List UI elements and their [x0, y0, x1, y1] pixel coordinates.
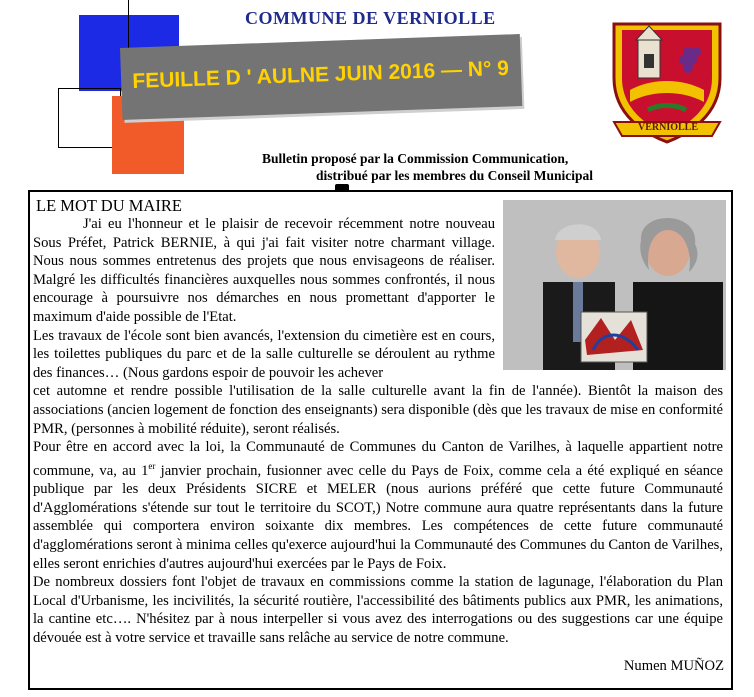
article-body: [33, 215, 723, 648]
frame-dot-decor: [335, 184, 349, 192]
signature: Numen MUÑOZ: [623, 658, 724, 674]
paragraph-1: J'ai eu l'honneur et le plaisir de recevoir récemment notre nouveau Sous Préfet, Patrick BERNIE, à qui j'ai fait visiter notre charmant village. Nous nous sommes entretenus des projets que nous envisageons de réaliser. Malgré les difficultés financières auxquelles nous sommes confrontés, il nous encourage à poursuivre nos démarches en nous promettant d'apporter le maximum d'aide possible de l'Etat.: [33, 216, 495, 325]
bulletin-credit: [262, 150, 593, 184]
paragraph-3-start: Pour être en accord avec la loi, la Communauté de Communes du Canton de Varilhes, à laquelle appartient notre commune, va, au 1: [33, 439, 723, 479]
banner-title: FEUILLE D ' AULNE JUIN 2016 — N° 9: [132, 56, 510, 93]
paragraph-2b: cet automne et rendre possible l'utilisation de la salle culturelle avant la fin de l'année). Bientôt la maison des associations (ancien logement de fonction des enseignants) sera disponible (dès que les travaux de mise en conformité PMR, (personnes à mobilité réduite), seront réalisés.: [33, 383, 723, 437]
paragraph-3-end: janvier prochain, fusionner avec celle du Pays de Foix, comme cela a été expliqué en séance publique par les deux Présidents SICRE et MELER (nous aurions préféré que cette future Communauté d'Agglomérations s'étende sur tout le territoire du SCOT,) Notre commune aura quatre représentants dans la future assemblée qui comportera environ soixante dix membres. Les compétences de cette future communauté d'agglomérations seront à minima celles qu'exerce aujourd'hui la Communauté des Communes du Canton de Varilhes, elles seront enrichies d'autres aujourd'hui exercées par le Pays de Foix.: [33, 462, 723, 572]
paragraph-2a: Les travaux de l'école sont bien avancés, l'extension du cimetière est en cours, les toilettes publiques du parc et de la salle culturelle se déroulent au rythme des finances… (Nous gardons espoir de pouvoir les achever: [33, 327, 495, 381]
bulletin-line-2: distribué par les membres du Conseil Municipal: [316, 168, 594, 183]
crest-label: VERNIOLLE: [637, 122, 698, 133]
article-title: LE MOT DU MAIRE: [36, 196, 182, 215]
bulletin-line-1: Bulletin proposé par la Commission Communication,: [262, 151, 569, 166]
commune-title: COMMUNE DE VERNIOLLE: [245, 8, 496, 28]
paragraph-3: [33, 438, 723, 573]
paragraph-4: De nombreux dossiers font l'objet de travaux en commissions comme la station de lagunage, l'élaboration du Plan Local d'Urbanisme, les incivilités, la sécurité routière, l'accessibilité des bâtiments publics aux PMR, les animations, la cantine etc…. N'hésitez par à nous interpeller si vous avez des interrogations ou des suggestions car une équipe dévouée est à votre service et travaille sans relâche au service de notre commune.: [33, 574, 723, 646]
ordinal-superscript: er: [148, 460, 156, 471]
